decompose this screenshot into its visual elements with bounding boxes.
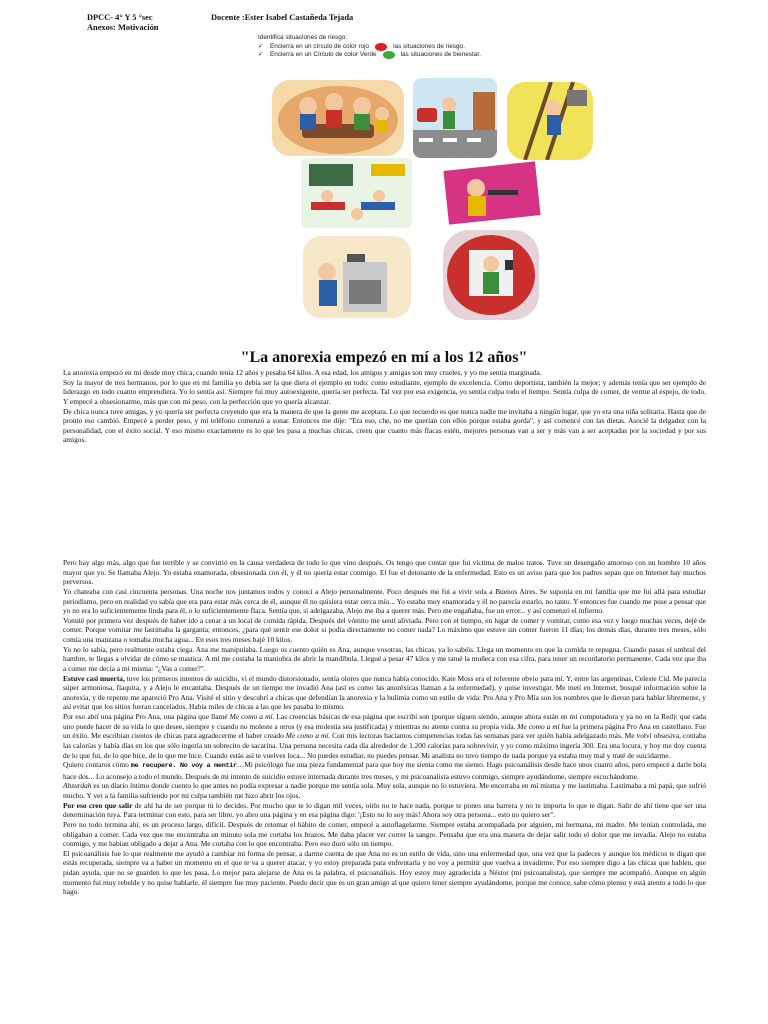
paragraph <box>63 760 706 781</box>
green-circle-icon <box>383 51 395 59</box>
illustration-classroom <box>301 158 412 228</box>
paragraph-text: Con mis lectoras hacíamos competencias todas las semanas para ver quién había adelgazado más. Me volví obsesiva, contaba las calorías y había días en los que sólo ingería un sobrecito de sacarina. Una persona necesita cada día alrededor de 1.200 calorías para sobrevivir, y yo como máximo ingería 300. Era una locura, y hoy me doy cuenta de lo que fui, de lo que hice, de lo que me hice. Cuando estás así te vuelves loca... No puedes estudiar, no puedes pensar. Mi analista no tuvo tiempo de nada porque ya estaba muy mal y traté de suicidarme. <box>63 731 706 760</box>
paragraph-text: Quiero contaros cómo <box>63 760 131 770</box>
paragraph <box>63 801 706 820</box>
legend-wellbeing-label: las situaciones de bienestar. <box>400 51 481 59</box>
site-name: Me como a mí. <box>229 712 275 721</box>
legend-title: Identifica situaciones de riesgo: <box>258 34 348 41</box>
legend-risk-label: las situaciones de riesgo. <box>393 42 465 50</box>
paragraph: Vomité por primera vez después de haber ido a cenar a un local de comida rápida. Después del vómito me sentí aliviada. Pero con el tiempo, en lugar de comer y vomitar, como esa vez y luego muchas veces, dejé de comer. Porque vomitar me lastimaba la garganta; entonces, ¿para qué sentir ese dolor si podía directamente no comer nada? Lo máximo que estuve sin comer fueron 11 días; los demás días, durante tres meses, sólo comía una manzana o tomaba mucha agua... En esos tres meses bajé 10 kilos. <box>63 615 706 644</box>
paragraph-text: es un diario íntimo donde cuento lo que antes no podía expresar a nadie porque me sentía sola. Muy sola, aunque no lo estuviera. Me encerraba en mí misma y me lastimaba. Lastimaba a mi papá, que sufrió mucho. Y ver a la familia sufriendo por mi culpa también me hizo abrir los ojos. <box>63 781 706 800</box>
paragraph: Soy la mayor de tres hermanos, por lo que en mi familia yo debía ser la que diera el ejemplo en todo: como estudiante, ejemplo de excelencia. Como deportista, también la mejor; y además tenía que ser ejemplo de liderazgo en todo cuanto emprendiera. Yo lo sentía así. Siempre fui muy autoexigente, quería ser perfecta. Tal vez por esa exigencia, yo sentía culpa todo el tiempo. Sentía culpa de comer, de verme al espejo, de todo. Y empecé a obsesionarme, más que con mi peso, con la perfección que yo quería alcanzar. <box>63 377 706 406</box>
check-icon: ✓ <box>258 51 264 59</box>
article-title: "La anorexia empezó en mí a los 12 años" <box>240 349 528 366</box>
instructions-legend <box>258 34 481 60</box>
illustration-girl-crossing-street <box>413 78 497 158</box>
paragraph: El psicoanálisis fue lo que realmente me ayudó a cambiar mi forma de pensar, a darme cuenta de que Ana no es un estilo de vida, sino una enfermedad que, una vez que la padeces y aunque los médicos te digan que estás recuperada, siempre va a haber un momento en el que te va a querer atacar, y yo estoy preparada para enfrentarla y no voy a permitir que vuelva a invadirme. Por eso siempre digo a las chicas que hablen, que pidan ayuda, que no se guarden lo que les pasa. Lo mejor para alejarse de Ana es la palabra, el psicoanálisis. Hoy estoy muy agradecida a Néstor (mi psicoanalista), que siempre me acompañó. Aunque en algún momento fui muy rebelde y no quise hablarle, él siempre fue muy paciente. Puedo decir que es un gran amigo al que quiero tener siempre ayudándome, porque me conoce, sabe cómo pienso y está atento a todo lo que hago. <box>63 848 706 897</box>
legend-row-wellbeing <box>258 51 481 60</box>
paragraph-text: tuve los primeros intentos de suicidio, vi el mundo distorsionado, sentía olores que nunca había conocido. Kate Moss era el referente obvio para mí. Y, entre las argentinas, Celeste Cid. Me parecía súper armoniosa, flaquita, y a Alejo le encantaba. Después de un tiempo me invadió Ana (así es como las anoréxicas llaman a la enfermedad), y quise investigar. Me metí en Internet, busqué información sobre la anorexia, y de repente me apareció Pro Ana. Visité el sitio y descubrí a chicas que defendían la anorexia y la bulimia como un estilo de vida: Pro Ana y Pro Mía son los nombres que le dieron para hablar libremente, y así evitar que los sitios fueran cancelados. Había miles de chicas a las que les pasaba lo mismo. <box>63 673 706 712</box>
article-body <box>63 558 706 897</box>
article-intro <box>63 368 706 445</box>
site-name: Me como a mí <box>517 721 560 731</box>
paragraph <box>63 781 706 800</box>
red-circle-icon <box>375 43 387 51</box>
paragraph-text: …Mi psicólogo fue una pieza fundamental para que hoy me sienta como me siento. Hago psicoanálisis desde hace unos cuatro años, pero empecé a darle bola hace dos... Lo aconsejo a todo el mundo. Después de mi intento de suicidio estuve internada durante tres meses, y mi psicoanalista estuvo conmigo, siempre ayudándome, siempre escuchándome. <box>63 760 706 781</box>
bold-phrase: Por eso creo que salir <box>63 800 133 810</box>
site-name: Me como a mí. <box>285 731 331 741</box>
paragraph: Yo chateaba con casi cincuenta personas. Una noche nos juntamos todos y conocí a Alejo personalmente. Poco después me fui a vivir sola a Buenos Aires. Se suponía en mi familia que me fui allá para estudiar periodismo, pero en realidad yo sabía que era para estar más cerca de él, aunque él no quisiera estar cerca mío... Yo estaba muy enamorada y él no parecía estarlo, no tanto. Y entonces fue cuando me puse a pensar que yo no era lo suficientemente linda para él, o lo suficientemente flaca. Sentía que, si adelgazaba, Alejo me iba a querer más. Pero me engañaba, fue un error... y así comenzó el infierno. <box>63 586 706 616</box>
course-header <box>87 13 158 33</box>
book-title: Abzurdah <box>63 781 92 791</box>
legend-risk-instruction: Encierra en un círculo de color rojo <box>270 42 370 50</box>
legend-wellbeing-instruction: Encierra en un Círculo de color Verde <box>270 51 377 59</box>
legend-row-risk <box>258 43 481 52</box>
paragraph-text: Por eso abrí una página Pro Ana, una página que llamé <box>63 712 230 721</box>
illustration-boy-on-ladder <box>507 82 593 160</box>
paragraph: La anorexia empezó en mí desde muy chica, cuando tenía 12 años y pesaba 64 kilos. A esa edad, los amigos y amigas son muy crueles, y yo me sentía marginada. <box>63 368 542 377</box>
paragraph: De chica nunca tuve amigas, y yo quería ser perfecta creyendo que era la manera de que la gente me aceptara. Lo que recuerdo es que nunca nadie me invitaba a ningún lugar, que yo era una niña solitaria. Hasta que de pronto eso cambió. Empecé a perder peso, y mi teléfono comenzó a sonar. Entonces me dije: "Era eso, che, no me querían con ellos porque estaba gorda", y así comencé con las dietas. Asocié la delgadez con la personalidad, con el éxito social. Y eso mismo exactamente es lo que les pasa a muchas chicas, creen que cuanto más flacas estén, mejores personas van a ser y más van a ser aceptadas por la sociedad y por sus amigos. <box>63 406 706 445</box>
illustration-boy-with-socket <box>443 230 539 320</box>
illustration-boy-with-gun <box>440 160 544 226</box>
check-icon: ✓ <box>258 42 264 50</box>
course-label: DPCC- 4° Y 5 °sec <box>87 13 153 22</box>
illustration-girl-at-stove <box>303 236 411 318</box>
illustration-family-eating <box>272 80 404 156</box>
annex-label: Anexos: Motivación <box>87 23 159 32</box>
paragraph-text: de ahí ha de ser porque tú lo decides. Por mucho que te lo digan mil veces, oírlo no te hace nada, porque te pones una barrera y no te importa lo que te digan. Salir de ahí tiene que ser una determinación tuya. Para terminar con esto, para ser libre, yo abro una página y en esa página digo: '¡Esto no lo soy más! Ahora soy otra persona... esto no quiero ser". <box>63 800 707 820</box>
paragraph: Pero hay algo más, algo que fue terrible y se convirtió en la causa verdadera de todo lo que vino después. Os tengo que contar que fui víctima de malos tratos. Tuve un desengaño amoroso con un hombre 10 años mayor que yo. Se llamaba Alejo. Yo estaba enamorada, obsesionada con él, y él no quería estar conmigo. El fue el detonante de la enfermedad. Esto es un aviso para que los padres sepan que en Internet hay muchos perversos. <box>63 558 706 587</box>
bold-phrase: Estuve casi muerta, <box>63 673 125 683</box>
paragraph <box>63 674 706 713</box>
paragraph <box>63 712 706 760</box>
teacher-label: Docente :Ester Isabel Castañeda Tejada <box>211 13 354 22</box>
paragraph-text: fue la primera página Pro Ana en castellano. Fue un éxito. Me escribían cientos de chicas para agradecerme el haber creado <box>63 721 706 741</box>
paragraph: Yo no lo sabía, pero realmente estaba ciega. Ana me manipulaba. Luego os cuento quién es Ana, aunque vosotras, las chicas, ya lo sabéis. Llega un momento en que la comida te repugna. Cuando pasas el umbral del hambre, te llegas a olvidar de cómo se mastica. A mí me costaba la maniobra de abrir la mandíbula. Llegué a pesar 47 kilos y me tatué la muñeca con esa cifra, para tener un recordatorio permanente. Cada vez que iba a comer me decía a mí misma: "¿Vas a comer?". <box>63 644 706 673</box>
paragraph: Pero no todo termina ahí, es un proceso largo, difícil. Después de retomar el hábito de comer, empecé a autoflagelarme. Siempre estaba acompañada por alguien, mi hermana, mi madre. Me tenían controlada, me obligaban a comer. Cada vez que me encontraba un minuto sola me cortaba los brazos. Me daba placer ver correr la sangre. Pensaba que era una manera de dejar salir todo el dolor que me invadía. Alejo no estaba conmigo, y me habían obligado a dejar a Ana. Me cortaba con lo que encontraba. Pero eso duró sólo un tiempo. <box>63 819 706 849</box>
paragraph-text: Las creencias básicas de esa página que escribí son (porque siguen siendo, aunque ahora están en mi computadora y ya no en la Red): que cada uno puede hacer de su vida lo que desee, siempre y cuando no moleste a otros (y esa molestia sea justificada) y mientras no atente contra su propia vida. <box>63 712 707 731</box>
emphasized-phrase: me recuperé. No voy a mentir <box>130 762 237 771</box>
